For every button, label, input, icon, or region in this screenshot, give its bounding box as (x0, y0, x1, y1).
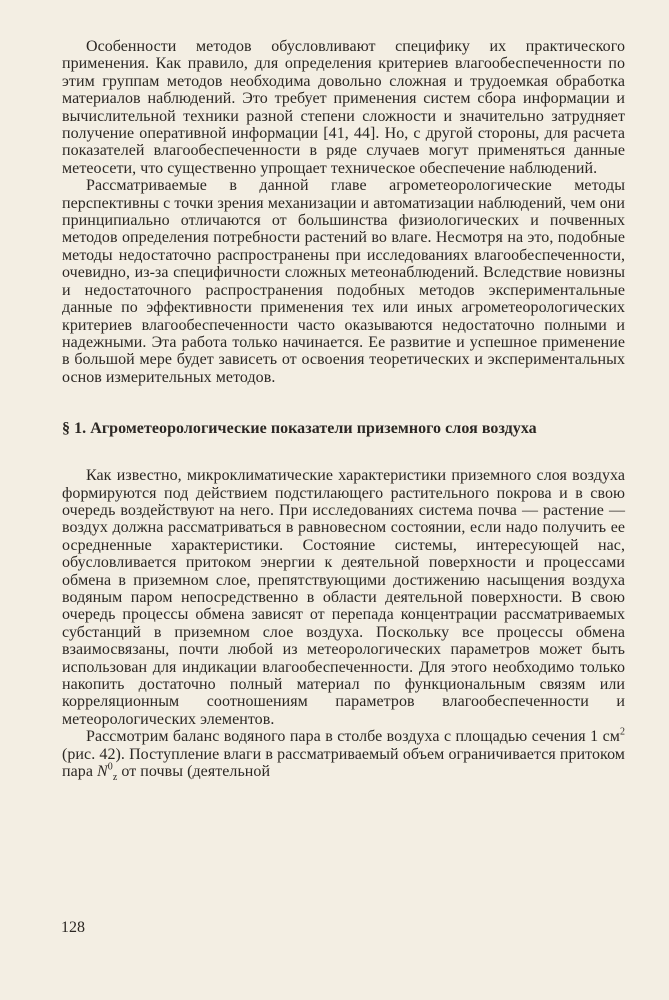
paragraph-1: Особенности методов обусловливают специфику их практического применения. Как правило, для определения критериев влагообеспеченности по этим группам методов необходима довольно сложная и трудоемкая обработка материалов наблюдений. Это требует применения систем сбора информации и вычислительной техники разной степени сложности и значительно затрудняет получение оперативной информации [41, 44]. Но, с другой стороны, для расчета показателей влагообеспеченности в ряде случаев могут применяться данные метеосети, что существенно упрощает техническое обеспечение наблюдений. (62, 38, 625, 177)
symbol-n-superscript: 0 (107, 761, 113, 773)
superscript-2: 2 (619, 726, 625, 738)
page-number: 128 (61, 919, 85, 936)
paragraph-4-text-b: (рис. 42). Поступление влаги в рассматриваемый объем ограничивается притоком пара (62, 745, 625, 781)
symbol-n-subscript: z (112, 772, 118, 784)
symbol-n: N (97, 763, 108, 781)
paragraph-2: Рассматриваемые в данной главе агрометеорологические методы перспективны с точки зрения механизации и автоматизации наблюдений, чем они принципиально отличаются от большинства физиологических и почвенных методов определения потребности растений во влаге. Несмотря на это, подобные методы недостаточно распространены при исследованиях влагообеспеченности, очевидно, из-за специфичности сложных метеонаблюдений. Вследствие новизны и недостаточного распространения подобных методов экспериментальные данные по эффективности применения тех или иных агрометеорологических критериев влагообеспеченности часто оказываются недостаточно полными и надежными. Эта работа только начинается. Ее развитие и успешное применение в большой мере будет зависеть от освоения теоретических и экспериментальных основ измерительных методов. (62, 177, 625, 386)
section-title: § 1. Агрометеорологические показатели приземного слоя воздуха (62, 420, 537, 438)
paragraph-4-text-a: Рассмотрим баланс водяного пара в столбе воздуха с площадью сечения 1 см (86, 728, 620, 746)
paragraph-4 (62, 726, 625, 784)
paragraph-3: Как известно, микроклиматические характеристики приземного слоя воздуха формируются под действием подстилающего растительного покрова и в свою очередь воздействуют на него. При исследованиях система почва — растение — воздух должна рассматриваться в равновесном состоянии, если надо получить ее осредненные характеристики. Состояние системы, интересующей нас, обусловливается притоком энергии к деятельной поверхности и процессами обмена в приземном слое, препятствующими достижению насыщения воздуха водяным паром непосредственно в области деятельной поверхности. В свою очередь процессы обмена зависят от перепада концентрации рассматриваемых субстанций в приземном слое воздуха. Поскольку все процессы обмена взаимосвязаны, почти любой из метеорологических параметров может быть использован для индикации влагообеспеченности. Для этого необходимо только накопить достаточно полный материал по функциональным связям или корреляционным соотношениям параметров влагообеспеченности и метеорологических элементов. (62, 467, 625, 728)
paragraph-4-text-c: от почвы (деятельной (117, 763, 271, 781)
